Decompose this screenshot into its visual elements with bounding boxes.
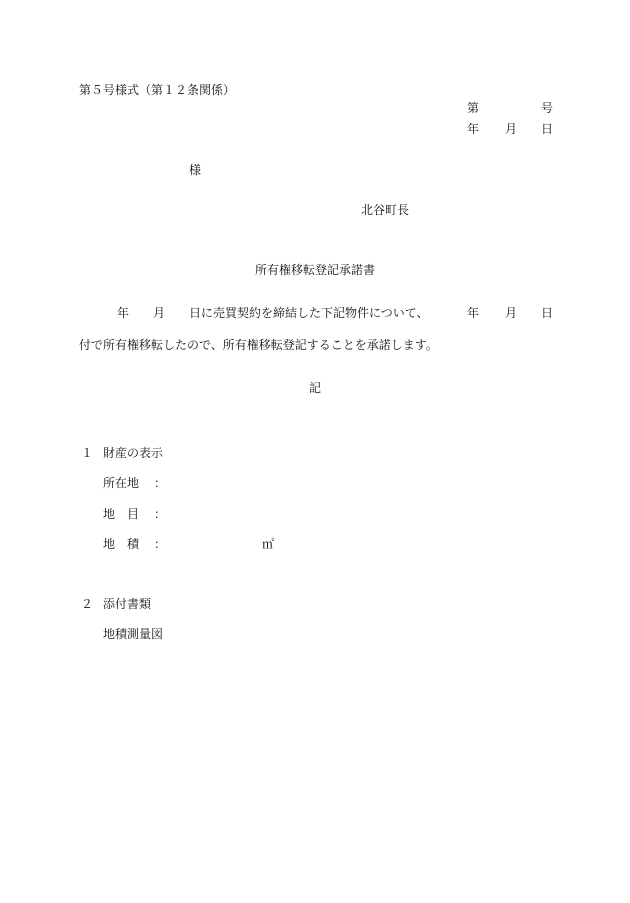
body-year: 年 (117, 306, 130, 320)
date-day: 日 (541, 122, 554, 136)
body-year-2: 年 (467, 306, 480, 320)
addressee-suffix: 様 (189, 163, 202, 177)
date-month: 月 (505, 122, 518, 136)
location-label: 所在地 (103, 476, 140, 490)
section2-number: ２ (81, 597, 94, 611)
body-day-2: 日 (541, 306, 554, 320)
land-area-unit: ㎡ (262, 537, 275, 551)
section1-number: １ (81, 446, 94, 460)
body-month-2: 月 (505, 306, 518, 320)
location-colon: ： (154, 476, 167, 490)
body-text: 日に売買契約を締結した下記物件について、 (189, 306, 429, 320)
body-month: 月 (153, 306, 166, 320)
form-reference: 第５号様式（第１２条関係） (79, 83, 236, 97)
land-area-colon: ： (154, 537, 167, 551)
ki-heading: 記 (309, 381, 322, 395)
land-area-label-1: 地 (103, 537, 116, 551)
body-text-line2: 付で所有権移転したので、所有権移転登記することを承諾します。 (79, 338, 438, 352)
document-title: 所有権移転登記承諾書 (255, 263, 376, 277)
land-category-colon: ： (154, 507, 167, 521)
attachment-item: 地積測量図 (103, 627, 164, 641)
land-area-label-2: 積 (127, 537, 140, 551)
doc-number-dai: 第 (467, 101, 480, 115)
section1-title: 財産の表示 (103, 446, 164, 460)
doc-number-go: 号 (541, 101, 554, 115)
date-year: 年 (467, 122, 480, 136)
land-category-label-1: 地 (103, 507, 116, 521)
issuer: 北谷町長 (361, 203, 410, 217)
land-category-label-2: 目 (127, 507, 140, 521)
section2-title: 添付書類 (103, 597, 152, 611)
